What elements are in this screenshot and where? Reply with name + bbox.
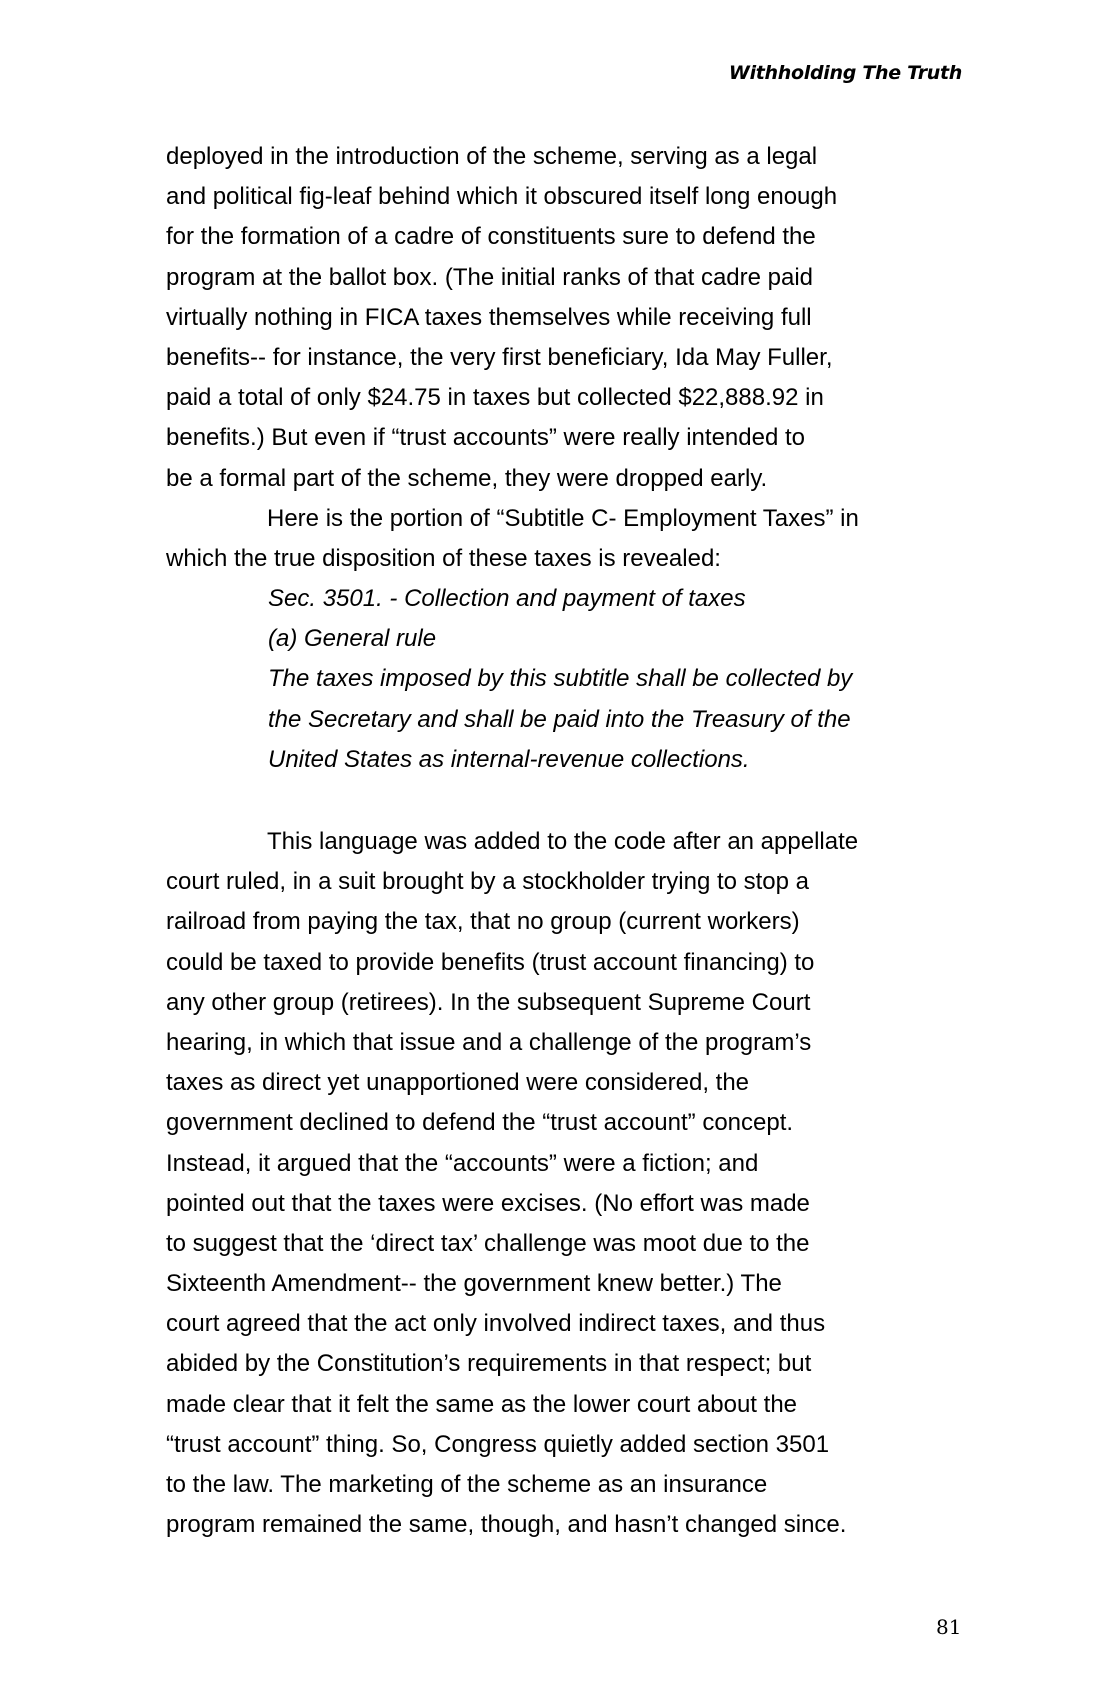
text-line: made clear that it felt the same as the lower court about the: [166, 1390, 798, 1418]
text-line: deployed in the introduction of the scheme, serving as a legal: [166, 143, 818, 170]
paragraph-2: [166, 499, 859, 579]
text-line: paid a total of only $24.75 in taxes but collected $22,888.92 in: [166, 384, 824, 412]
text-line: for the formation of a cadre of constituents sure to defend the: [166, 223, 816, 251]
text-line: Instead, it argued that the “accounts” were a fiction; and: [166, 1149, 759, 1177]
statute-subsection-heading: (a) General rule: [268, 625, 437, 653]
text-line: abided by the Constitution’s requirements in that respect; but: [166, 1350, 812, 1378]
text-line: government declined to defend the “trust account” concept.: [166, 1109, 794, 1137]
text-line: pointed out that the taxes were excises. (No effort was made: [166, 1189, 810, 1217]
text-line: benefits-- for instance, the very first beneficiary, Ida May Fuller,: [166, 343, 833, 371]
text-line: any other group (retirees). In the subsequent Supreme Court: [166, 988, 811, 1016]
statute-text-line: The taxes imposed by this subtitle shall be collected by: [268, 665, 853, 693]
text-line: Here is the portion of “Subtitle C- Employment Taxes” in: [267, 505, 859, 532]
text-line: to the law. The marketing of the scheme as an insurance: [166, 1471, 768, 1498]
text-line: which the true disposition of these taxes is revealed:: [166, 545, 721, 573]
text-line: to suggest that the ‘direct tax’ challenge was moot due to the: [166, 1229, 810, 1257]
paragraph-3: [166, 822, 858, 1545]
statute-text-line: United States as internal-revenue collections.: [268, 745, 750, 773]
text-line: Sixteenth Amendment-- the government knew better.) The: [166, 1270, 782, 1298]
text-line: program at the ballot box. (The initial ranks of that cadre paid: [166, 263, 814, 291]
text-line: This language was added to the code after an appellate: [267, 828, 859, 855]
text-line: be a formal part of the scheme, they were dropped early.: [166, 464, 768, 492]
text-line: benefits.) But even if “trust accounts” were really intended to: [166, 424, 805, 452]
text-line: hearing, in which that issue and a challenge of the program’s: [166, 1028, 812, 1056]
text-line: railroad from paying the tax, that no group (current workers): [166, 908, 800, 936]
text-line: taxes as direct yet unapportioned were considered, the: [166, 1069, 750, 1097]
statute-text-line: the Secretary and shall be paid into the Treasury of the: [268, 705, 851, 733]
text-line: could be taxed to provide benefits (trust account financing) to: [166, 948, 815, 976]
statute-quotation: [268, 579, 852, 780]
page-number: 81: [936, 1615, 962, 1639]
text-line: court ruled, in a suit brought by a stockholder trying to stop a: [166, 868, 810, 896]
text-line: program remained the same, though, and hasn’t changed since.: [166, 1511, 847, 1539]
text-line: court agreed that the act only involved indirect taxes, and thus: [166, 1310, 826, 1338]
paragraph-1: [166, 137, 837, 499]
statute-section-heading: Sec. 3501. - Collection and payment of taxes: [268, 585, 746, 612]
text-line: “trust account” thing. So, Congress quietly added section 3501: [166, 1430, 830, 1458]
text-line: and political fig-leaf behind which it obscured itself long enough: [166, 183, 838, 211]
text-line: virtually nothing in FICA taxes themselves while receiving full: [166, 303, 812, 331]
running-header-title: Withholding The Truth: [728, 62, 962, 84]
